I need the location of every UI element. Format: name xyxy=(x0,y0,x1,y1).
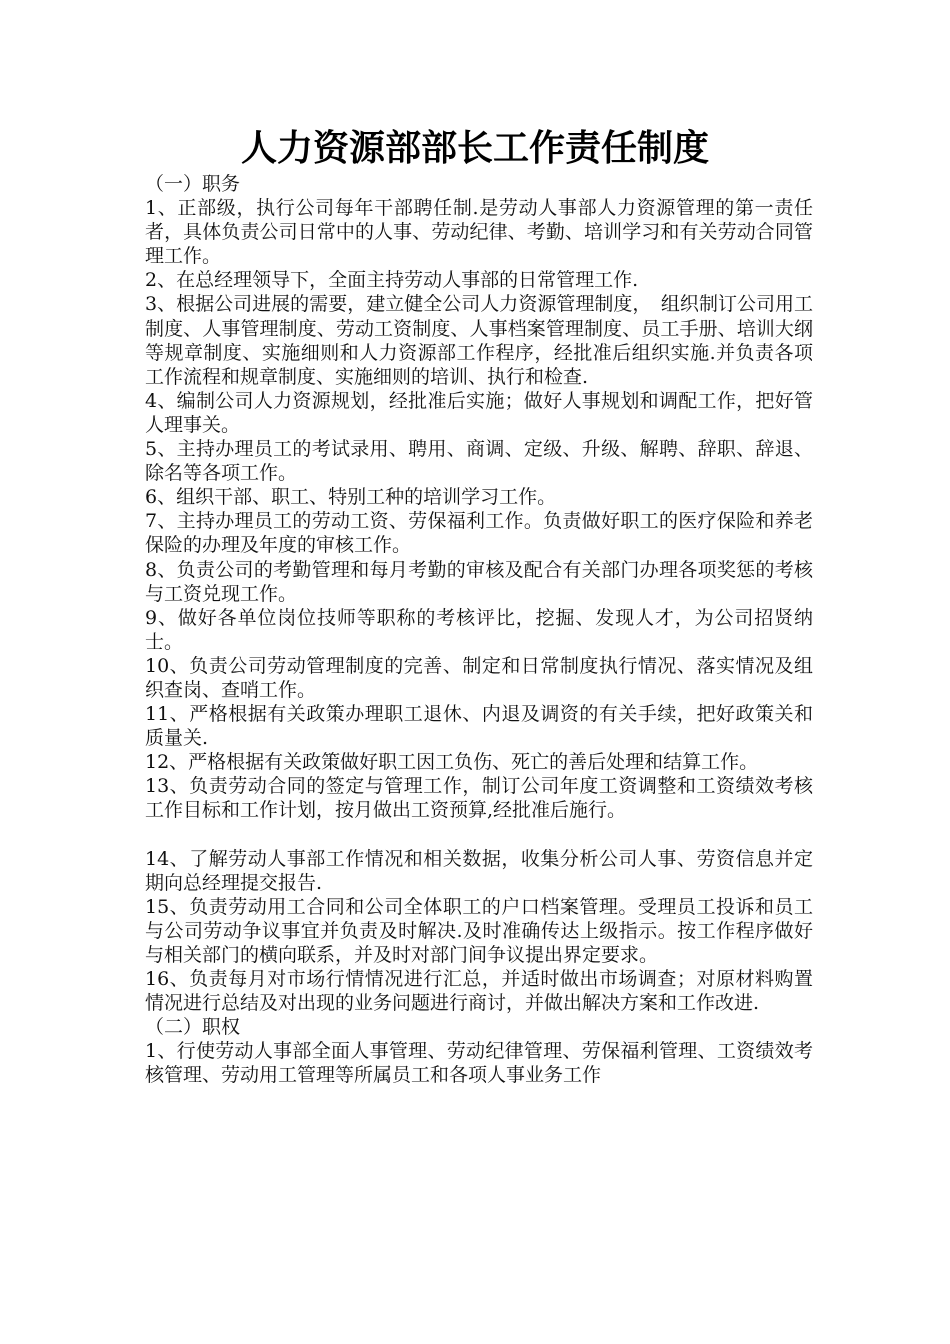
list-item: 1、行使劳动人事部全面人事管理、劳动纪律管理、劳保福利管理、工资绩效考核管理、劳动用工管理等所属员工和各项人事业务工作 xyxy=(145,1040,813,1087)
list-item: 9、做好各单位岗位技师等职称的考核评比，挖掘、发现人才，为公司招贤纳士。 xyxy=(145,606,813,653)
list-item: 5、主持办理员工的考试录用、聘用、商调、定级、升级、解聘、辞职、辞退、除名等各项工作。 xyxy=(145,438,813,485)
list-item: 6、组织干部、职工、特别工种的培训学习工作。 xyxy=(145,486,557,509)
list-item: 10、负责公司劳动管理制度的完善、制定和日常制度执行情况、落实情况及组织查岗、查哨工作。 xyxy=(145,654,813,701)
duties-list xyxy=(145,196,813,822)
list-item: 14、了解劳动人事部工作情况和相关数据，收集分析公司人事、劳资信息并定期向总经理提交报告. xyxy=(145,847,813,894)
duties-list-continued xyxy=(145,847,813,1016)
list-item: 16、负责每月对市场行情情况进行汇总，并适时做出市场调查；对原材料购置情况进行总结及对出现的业务问题进行商讨，并做出解决方案和工作改进. xyxy=(145,968,813,1015)
document-title: 人力资源部部长工作责任制度 xyxy=(240,127,709,169)
list-item: 15、负责劳动用工合同和公司全体职工的户口档案管理。受理员工投诉和员工与公司劳动争议事宜并负责及时解决.及时准确传达上级指示。按工作程序做好与相关部门的横向联系，并及时对部门间争议提出界定要求。 xyxy=(145,895,813,966)
authority-list xyxy=(145,1039,813,1087)
list-item: 7、主持办理员工的劳动工资、劳保福利工作。负责做好职工的医疗保险和养老保险的办理及年度的审核工作。 xyxy=(145,510,813,557)
list-item: 8、负责公司的考勤管理和每月考勤的审核及配合有关部门办理各项奖惩的考核与工资兑现工作。 xyxy=(145,558,813,605)
list-item: 1、正部级，执行公司每年干部聘任制.是劳动人事部人力资源管理的第一责任者，具体负责公司日常中的人事、劳动纪律、考勤、培训学习和有关劳动合同管理工作。 xyxy=(145,197,813,268)
paragraph-gap xyxy=(145,823,813,847)
section-heading-duties: （一）职务 xyxy=(145,173,241,195)
list-item: 13、负责劳动合同的签定与管理工作，制订公司年度工资调整和工资绩效考核工作目标和工作计划，按月做出工资预算,经批准后施行。 xyxy=(145,775,813,822)
list-item: 2、在总经理领导下，全面主持劳动人事部的日常管理工作. xyxy=(145,269,639,292)
list-item: 4、编制公司人力资源规划，经批准后实施；做好人事规划和调配工作，把好管人理事关。 xyxy=(145,389,813,436)
list-item: 12、严格根据有关政策做好职工因工负伤、死亡的善后处理和结算工作。 xyxy=(145,751,759,774)
list-item: 11、严格根据有关政策办理职工退休、内退及调资的有关手续，把好政策关和质量关. xyxy=(145,703,813,750)
document-body xyxy=(145,172,813,1087)
list-item: 3、根据公司进展的需要，建立健全公司人力资源管理制度， 组织制订公司用工制度、人事管理制度、劳动工资制度、人事档案管理制度、员工手册、培训大纲等规章制度、实施细则和人力资源部工作程序，经批准后组织实施.并负责各项工作流程和规章制度、实施细则的培训、执行和检查. xyxy=(145,293,813,388)
section-heading-authority: （二）职权 xyxy=(145,1016,241,1039)
